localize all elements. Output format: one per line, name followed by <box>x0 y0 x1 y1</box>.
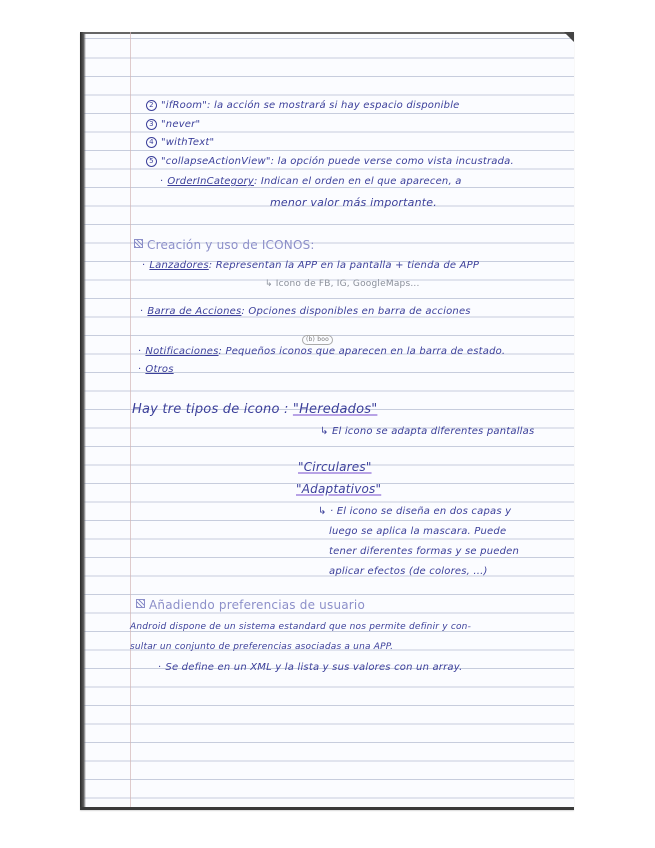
note-line-barra <box>140 306 471 317</box>
note-line-collapse <box>146 156 514 167</box>
note-text: "withText" <box>161 137 215 148</box>
note-text: menor valor más importante. <box>270 196 437 209</box>
note-line-icono-fb <box>265 279 420 289</box>
note-text: luego se aplica la mascara. Puede <box>329 526 507 537</box>
highlighted-word: "Circulares" <box>298 460 372 474</box>
note-line-adapt-2 <box>329 526 506 537</box>
item-number: 3 <box>146 119 157 130</box>
item-number: 4 <box>146 137 157 148</box>
heading-square-icon <box>136 599 145 608</box>
note-text: : Indican el orden en el que aparecen, a <box>253 176 462 187</box>
note-text: Hay tre tipos de icono : <box>132 402 293 417</box>
note-label: Notificaciones <box>145 346 219 357</box>
note-text: sultar un conjunto de preferencias asociadas a una APP. <box>130 642 394 652</box>
bullet: · <box>140 306 144 317</box>
note-line-adaptativos <box>296 482 381 496</box>
note-label: OrderInCategory <box>167 176 254 187</box>
note-line-menor <box>270 196 437 209</box>
note-text: aplicar efectos (de colores, ...) <box>329 566 488 577</box>
highlighted-word: "Heredados" <box>292 402 378 417</box>
note-line-withtext <box>146 137 214 148</box>
bullet: · <box>142 260 146 271</box>
section-heading-preferencias <box>136 598 365 612</box>
note-line-xml <box>158 662 462 673</box>
heading-text: Creación y uso de ICONOS: <box>147 238 315 252</box>
note-label: Barra de Acciones <box>147 306 242 317</box>
item-number: 5 <box>146 156 157 167</box>
note-line-android-2 <box>130 642 393 652</box>
note-label: Lanzadores <box>149 260 209 271</box>
note-line-circulares <box>298 460 372 474</box>
note-line-never <box>146 119 200 130</box>
binding-edge <box>80 32 86 810</box>
note-line-tipos <box>132 402 377 417</box>
note-text: : Pequeños iconos que aparecen en la barra de estado. <box>218 346 506 357</box>
note-text: ↳ Icono de FB, IG, GoogleMaps... <box>265 279 420 289</box>
bullet: · <box>158 662 162 673</box>
note-text: ↳ El icono se adapta diferentes pantallas <box>320 426 535 437</box>
note-text: Se define en un XML y la lista y sus valores con un array. <box>165 662 463 673</box>
page-top-edge <box>80 32 574 34</box>
note-text: tener diferentes formas y se pueden <box>329 546 520 557</box>
note-text: Android dispone de un sistema estandard que nos permite definir y con- <box>130 622 472 632</box>
note-line-order <box>160 176 462 187</box>
note-line-pill <box>302 326 333 345</box>
note-line-android-1 <box>130 622 471 632</box>
margin-line <box>130 32 131 810</box>
notebook-page <box>80 32 574 810</box>
highlighted-word: "Adaptativos" <box>296 482 382 496</box>
note-line-otros <box>138 364 174 375</box>
note-label: Otros <box>145 364 174 375</box>
note-line-lanzadores <box>142 260 479 271</box>
note-line-notificaciones <box>138 346 505 357</box>
page-bottom-edge <box>80 807 574 810</box>
heading-text: Añadiendo preferencias de usuario <box>149 598 366 612</box>
note-line-ifroom <box>146 100 460 111</box>
bullet: · <box>160 176 164 187</box>
bullet: · <box>138 346 142 357</box>
note-line-adapt-4 <box>329 566 488 577</box>
corner-mark <box>564 32 574 42</box>
heading-square-icon <box>134 239 143 248</box>
section-heading-iconos <box>134 238 315 252</box>
note-text: "ifRoom": la acción se mostrará si hay espacio disponible <box>161 100 460 111</box>
item-number: 2 <box>146 100 157 111</box>
note-text: : Representan la APP en la pantalla + tienda de APP <box>208 260 480 271</box>
note-text: : Opciones disponibles en barra de acciones <box>241 306 471 317</box>
note-line-adapt-3 <box>329 546 519 557</box>
note-text: ↳ · El icono se diseña en dos capas y <box>318 506 512 517</box>
bullet: · <box>138 364 142 375</box>
note-line-adapt-1 <box>318 506 511 517</box>
note-text: "collapseActionView": la opción puede verse como vista incustrada. <box>161 156 514 167</box>
note-text: "never" <box>161 119 201 130</box>
pencil-sketch: (b) boo <box>302 335 333 345</box>
note-line-heredados-desc <box>320 426 534 437</box>
